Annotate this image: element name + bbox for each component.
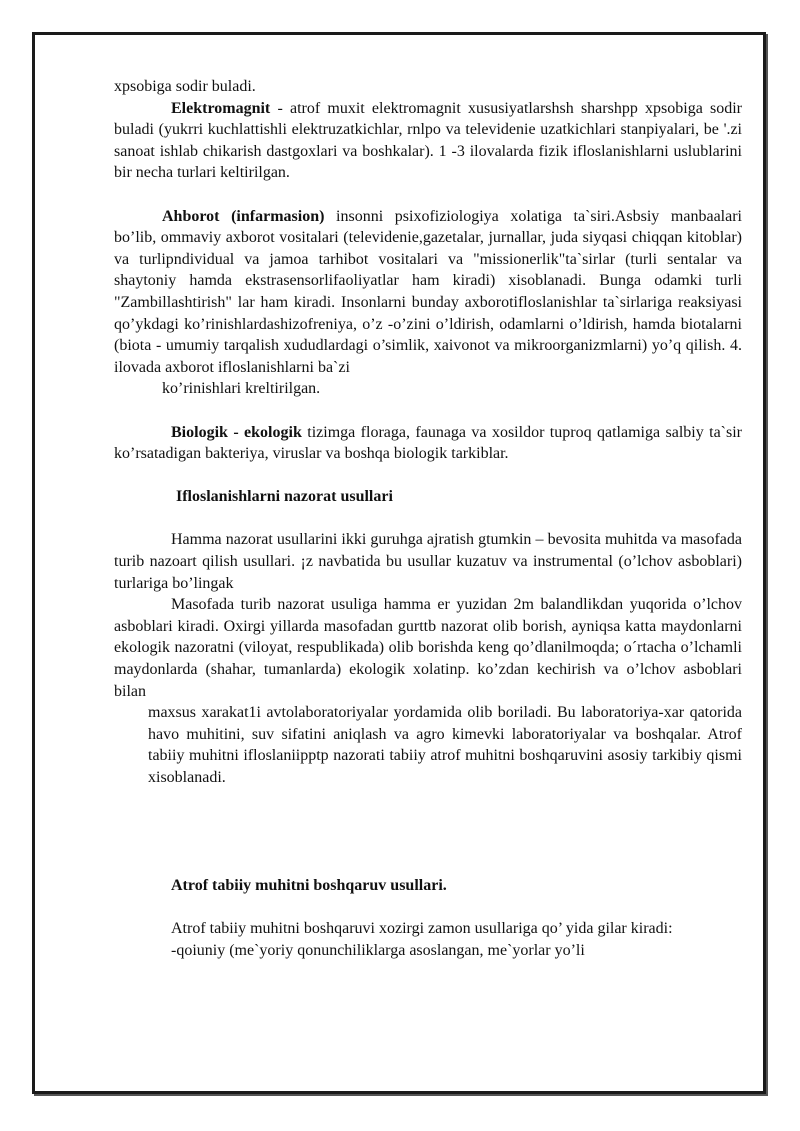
heading-management-methods: Atrof tabiiy muhitni boshqaruv usullari. — [171, 876, 447, 894]
document-body — [114, 76, 742, 961]
term-information: Ahborot (infarmasion) — [162, 207, 325, 225]
paragraph-biological: Biologik - ekologik tizimga floraga, faunaga va xosildor tuproq qatlamiga salbiy ta`sir ko’rsatadigan bakteriya, viruslar va boshqa biologik tarkiblar. — [114, 423, 743, 463]
paragraph-electromagnetic: Elektromagnit - atrof muxit elektromagnit xususiyatlarshsh sharshpp xpsobiga sodir buladi (yukrri kuchlattishli elektruzatkichlar, rnlpo va televidenie uzatkichlari stanpiyalari, be '.zi sanoat ishlab chikarish dastgoxlari va boshkalar). 1 -3 ilovalarda fizik ifloslanishlarni uslublarini bir necha turlari keltirilgan. — [114, 99, 742, 182]
paragraph-remote-control-cont: maxsus xarakat1i avtolaboratoriyalar yordamida olib boriladi. Bu laboratoriya-xar qatorida havo muhitini, suv sifatini aniqlash va agro kimevki laboratoriyalar va boshqalar. Atrof tabiiy muhitni ifloslaniipptp nazorati tabiiy atrof muhitni boshqaruvini asosiy tarkibiy qismi xisoblanadi. — [148, 704, 742, 786]
heading-control-methods: Ifloslanishlarni nazorat usullari — [176, 488, 393, 506]
paragraph-management-intro: Atrof tabiiy muhitni boshqaruvi xozirgi zamon usullariga qo’ yida gilar kiradi: — [171, 920, 673, 938]
paragraph-remote-control: Masofada turib nazorat usuliga hamma er yuzidan 2m balandlikdan yuqorida o’lchov asboblari kiradi. Oxirgi yillarda masofadan gurttb nazorat olib borish, ayniqsa katta maydonlarni ekologik nazoratni (viloyat, respublikada) olib borishda keng qo’dlanilmoqda; o´rtacha o’lchamli maydonlarda (shahar, tumanlarda) ekologik xolatinp. ko’zdan kechirish va o’lchov asboblari bilan — [114, 596, 742, 700]
paragraph-continuation: xpsobiga sodir buladi. — [114, 78, 256, 95]
paragraph-information: Ahborot (infarmasion) insonni psixofiziologiya xolatiga ta`siri.Asbsiy manbaalari bo’lib, ommaviy axborot vositalari (televidenie,gazetalar, jurnallar, juda siyqasi chiqqan kitoblar) va turlipndividual va jamoa tarhibot vositalari va "missionerlik"ta`sirlar (turli sentalar va shaytoniy hamda ekstrasensorlifaoliyatlar ham kiradi) xisoblanadi. Bunga odamki turli "Zambillashtirish" lar ham kiradi. Insonlarni bunday axborotifloslanishlar ta`sirlariga reaksiyasi qo’ykdagi ko’rinishlardashizofreniya, o’z -o’zini o’ldirish, odamlarni o’ldirish, hamda biotalarni (biota - umumiy tarqalish xududlardagi o’simlik, xaivonot va mikroorganizmlarni) yo’q qilish. 4. ilovada axborot ifloslanishlarni ba`zi — [114, 207, 742, 376]
paragraph-information-end: ko’rinishlari kreltirilgan. — [162, 380, 321, 398]
term-electromagnetic: Elektromagnit — [171, 99, 271, 117]
paragraph-legal-method: -qoiuniy (me`yoriy qonunchiliklarga asoslangan, me`yorlar yo’li — [171, 941, 585, 959]
paragraph-control-groups: Hamma nazorat usullarini ikki guruhga ajratish gtumkin – bevosita muhitda va masofada turib nazoart qilish usullari. ¡z navbatida bu usullar kuzatuv va instrumental (o’lchov asboblari) turlariga bo’lingak — [114, 531, 742, 592]
term-biological: Biologik - ekologik — [171, 423, 302, 441]
